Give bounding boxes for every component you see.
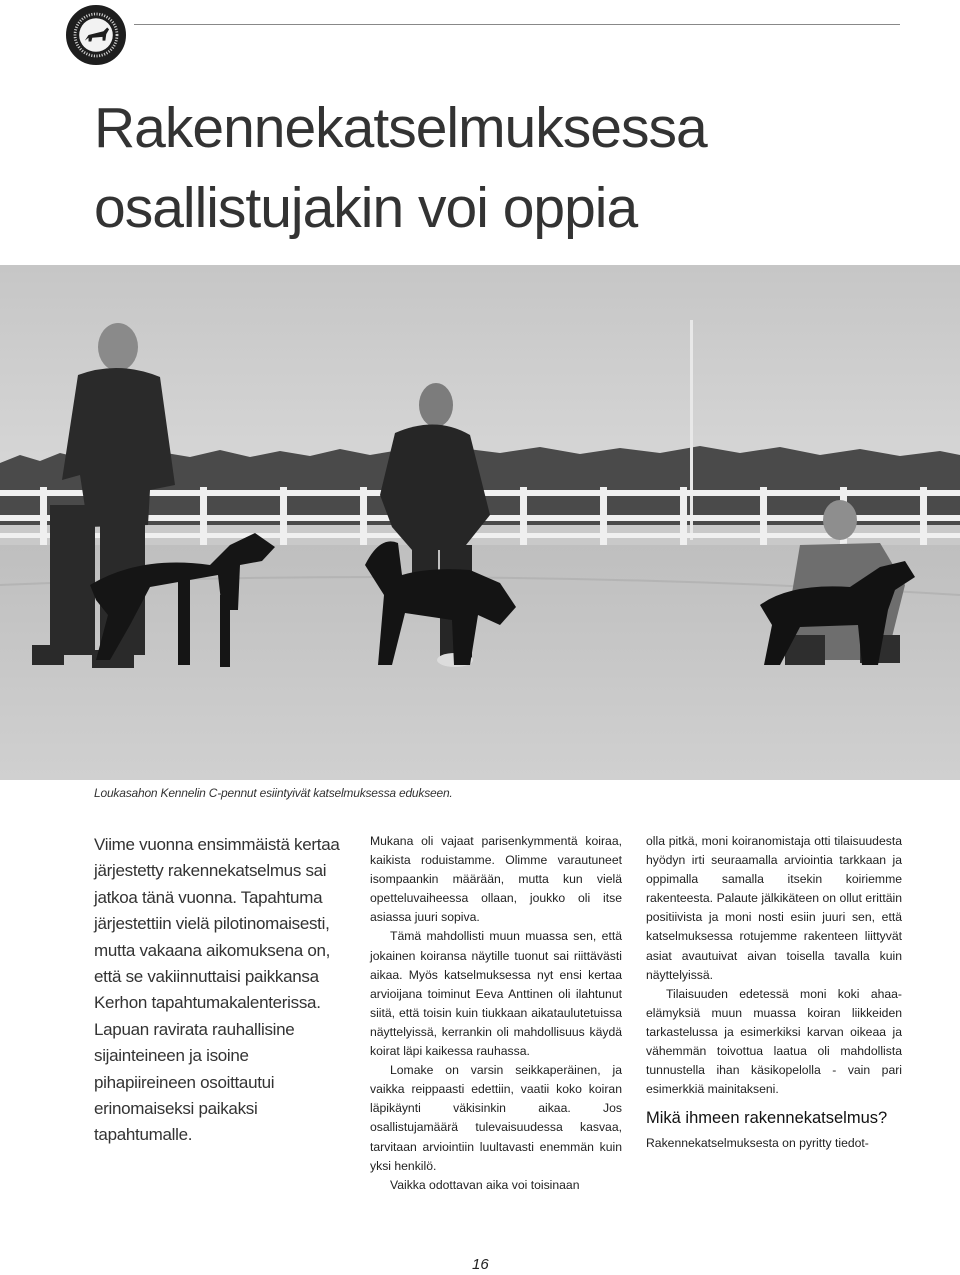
body-paragraph: Tilaisuuden edetessä moni koki ahaa-elämyksiä muun muassa koiran liikkeiden tarkastelussa ja esimerkiksi karvan oikeaa ja vähemmän toivottua laatua oli mahdollista tunnustella ihan käsikopelolla - vain pari esimerkkiä mainitakseni. [646,986,902,1097]
body-paragraph: Vaikka odottavan aika voi toisinaan [390,1177,580,1192]
section-subhead: Mikä ihmeen rakennekatselmus? [646,1109,888,1128]
lead-paragraph: Viime vuonna ensimmäistä kertaa järjestetty rakennekatselmus sai jatkoa tänä vuonna. Tapahtuma järjestettiin vielä pilotinomaisesti, mutta vakaana aikomuksena on, että se vakiinnuttaisi paikkansa Kerhon tapahtumakalenterissa. Lapuan ravirata rauhallisine sijainteineen ja isoine pihapiireineen osoittautui erinomaiseksi paikaksi tapahtumalle. [94,835,340,1145]
photo-handlers-with-setters-icon [0,265,960,780]
body-column-2 [370,832,622,1195]
photo-caption: Loukasahon Kennelin C-pennut esiintyivät katselmuksessa edukseen. [94,786,453,800]
lead-column [94,832,350,1149]
body-paragraph: olla pitkä, moni koiranomistaja otti tilaisuudesta hyödyn irti seuraamalla arviointia tarkkaan ja oppimalla samalla itsekin koiriemme rakenteesta. Palaute jälkikäteen on ollut erittäin positiivista ja moni nosti esiin juuri sen, että katselmuksessa rotujemme rakenteen liittyvät asiat avautuivat aivan toisella tavalla kuin näyttelyissä. [646,834,902,982]
body-column-3 [646,832,902,1153]
body-paragraph: Mukana oli vajaat parisenkymmentä koiraa, kaikista roduistamme. Olimme varautuneet isompaankin määrään, mutta kun vielä opetteluvaiheessa ollaan, joukko oli itse asiassa juuri sopiva. [370,834,622,925]
body-paragraph: Tämä mahdollisti muun muassa sen, että jokainen koiransa näytille tuonut sai riittävästi aikaa. Myös katselmuksessa nyt ensi kertaa arvioijana toiminut Eeva Anttinen oli ilahtunut siitä, että toisin kuin tiukkaan aikataulutetuissa näyttelyissä, kerrankin oli mahdollisuus käydä koirat läpi kaikessa rauhassa. [370,929,622,1059]
top-rule [134,24,900,25]
body-paragraph: Rakennekatselmuksesta on pyritty tiedot- [646,1136,869,1151]
article-headline [94,88,914,248]
headline-line-1: Rakennekatselmuksessa [94,96,707,160]
headline-line-2: osallistujakin voi oppia [94,176,638,240]
page-number: 16 [472,1256,489,1273]
kennel-club-seal-icon [66,5,126,65]
body-paragraph: Lomake on varsin seikkaperäinen, ja vaikka reippaasti edettiin, vaatii koko koiran läpikäynti väkisinkin aikaa. Jos osallistujamäärä tulevaisuudessa kasvaa, tarvitaan arviointiin luultavasti enemmän kuin yksi henkilö. [370,1063,622,1173]
article-photo [0,265,960,780]
